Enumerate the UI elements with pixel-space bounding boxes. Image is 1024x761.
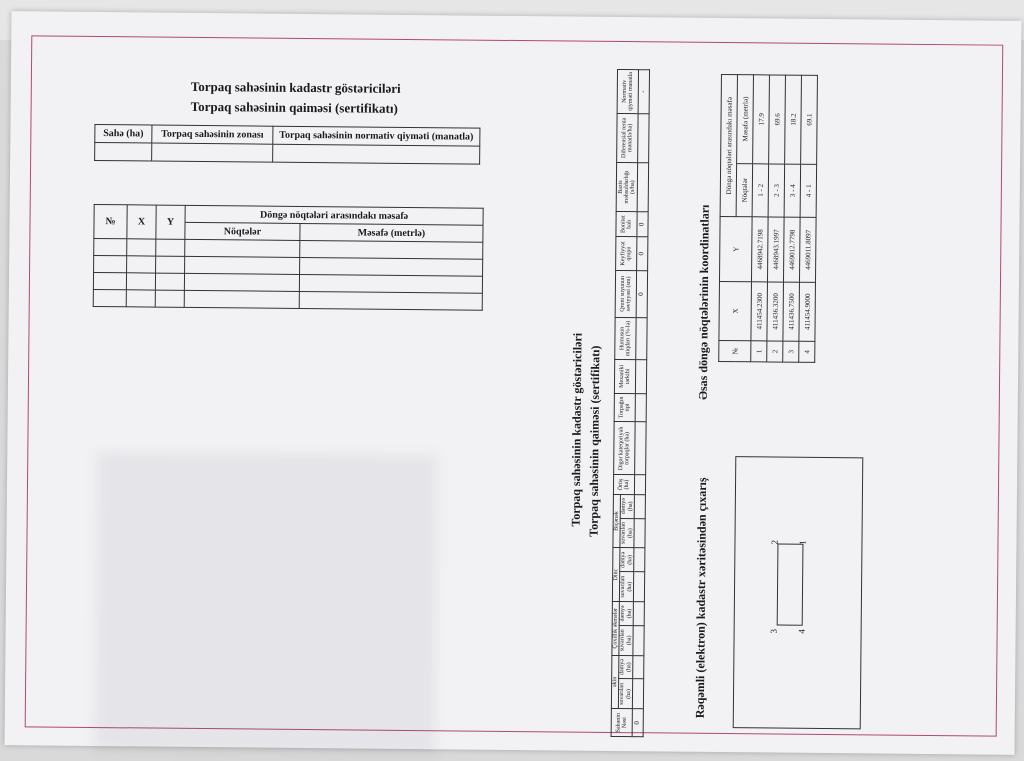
col-header: Örüş (ha) — [613, 475, 634, 495]
x-header: X — [719, 281, 752, 341]
points-header: Nöqtələr — [185, 222, 300, 240]
map-point-label: 4 — [796, 629, 807, 634]
x-header: X — [127, 205, 156, 239]
table-row: 4 411454.9000 4469011.8097 4 - 1 69.1 — [799, 75, 818, 362]
col-header: əkin — [611, 655, 619, 709]
col-header: Torpağın tipi — [614, 393, 635, 422]
col-header: Humusun miqdarı (%-lə) — [615, 317, 636, 360]
col-header: Keyfiyyət qrupu — [616, 237, 637, 271]
distance-group-header: Döngə nöqtələri arasındakı məsafə — [185, 205, 483, 225]
table-row — [93, 289, 482, 310]
table-row — [95, 142, 480, 164]
sub-header: suvarılan (ha) — [620, 518, 634, 548]
sub-header: suvarılan (ha) — [619, 679, 633, 709]
cell-value: 0 — [637, 212, 648, 237]
coordinates-table — [718, 74, 818, 363]
sub-header: dəmyə (ha) — [619, 602, 633, 626]
table-row: 3 411436.7500 4469012.7798 3 - 4 18.2 — [783, 75, 802, 362]
left-subtitle: Torpaq sahəsinin qaiməsi (sertifikatı) — [190, 98, 398, 116]
col-header: Biçənək — [613, 494, 621, 548]
coord-title: Əsas döngə nöqtələrinin koordinatları — [695, 204, 712, 400]
land-plot-outline — [777, 544, 804, 626]
col-header: Sahənin Nəsi — [611, 709, 632, 737]
map-title: Rəqəmli (elektron) kadastr xəritəsindən çıxarış — [692, 477, 710, 719]
table-row: 1 411454.2300 4468942.7198 1 - 2 17.9 — [751, 75, 770, 362]
no-header: № — [94, 204, 127, 238]
col-header: Diferensial renta manatla/ha) — [617, 113, 638, 163]
distance-group-header: Döngə nöqtələri arasındakı məsafə — [720, 74, 737, 216]
distance-header: Məsafə (metrlə) — [300, 223, 483, 242]
y-header: Y — [156, 205, 185, 239]
rotated-certificate — [565, 67, 1021, 741]
map-point-label: 1 — [797, 540, 808, 545]
col-header: Bonitet balı — [616, 211, 637, 236]
area-table — [94, 124, 480, 165]
col-header: Bazis məhsuldarlığı (s/ha) — [616, 162, 637, 211]
map-point-label: 3 — [768, 628, 779, 634]
col-header: Digər kateqoriyalı torpaqlar (ha) — [614, 422, 635, 475]
sub-header: dəmyə (ha) — [621, 494, 635, 518]
map-point-label: 2 — [769, 539, 780, 545]
sub-header: suvarılan (ha) — [619, 625, 633, 655]
cell-value: 0 — [632, 709, 643, 737]
area-header: Sahə (ha) — [95, 124, 152, 143]
right-title: Torpaq sahəsinin kadastr göstəriciləri — [568, 332, 585, 527]
left-title: Torpaq sahəsinin kadastr göstəriciləri — [190, 78, 401, 96]
col-header: Qrunt suyunun səviyyəsi (sm) — [615, 270, 636, 317]
col-header: Dinc — [612, 548, 620, 602]
y-header: Y — [719, 217, 752, 282]
indicators-table — [611, 69, 650, 737]
sub-header: suvarılan (ha) — [620, 572, 634, 602]
col-header: Mexaniki tərkibi — [614, 360, 635, 394]
points-table — [93, 204, 484, 311]
right-subtitle: Torpaq sahəsinin qaiməsi (sertifikatı) — [586, 345, 603, 537]
sub-header: dəmyə (ha) — [619, 655, 633, 679]
cell-value: 0 — [636, 237, 647, 271]
cell-value: - — [638, 70, 649, 114]
distance-header: Məsafə (metrlə) — [737, 75, 754, 164]
points-header: Nöqtələr — [736, 163, 753, 217]
phone-shadow — [94, 452, 437, 755]
col-header: Normativ qiyməti manatla — [617, 69, 638, 113]
cell-value: 0 — [636, 271, 647, 318]
zone-header: Torpaq sahəsinin zonası — [152, 125, 273, 144]
cadastral-map — [733, 456, 864, 729]
no-header: № — [719, 340, 751, 361]
price-header: Torpaq sahəsinin normativ qiyməti (manatla) — [273, 126, 480, 146]
sub-header: dəmyə (ha) — [620, 548, 634, 572]
document-page — [5, 11, 1022, 755]
table-row: 2 411436.3200 4468943.1997 2 - 3 69.6 — [767, 75, 786, 362]
col-header: Çoxillik əkmələr — [612, 601, 620, 655]
